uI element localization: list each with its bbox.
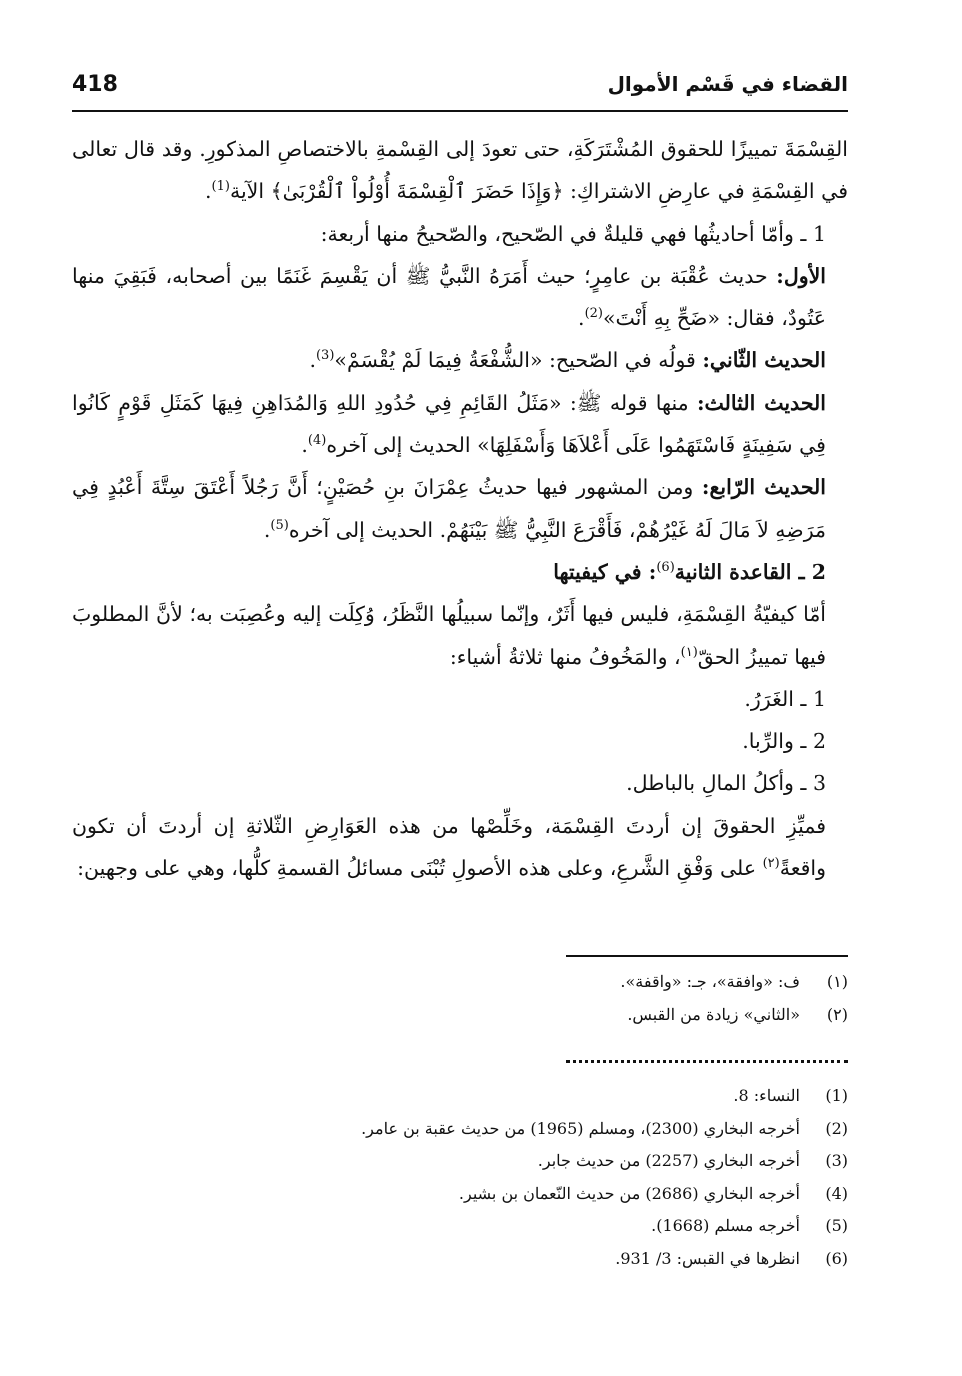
main-text <box>72 128 848 889</box>
footnote-ref: (3) <box>315 348 335 364</box>
list-item: 2 ـ والرِّبا. <box>742 729 826 754</box>
paragraph-conclusion: فميِّزِ الحقوقَ إن أردتَ القِسْمَة، وخَلِّصْها من هذه العَوَارِضِ الثّلاثةِ إن أردتَ أن تكون واقعةً$^{(٢)}$ على وَفْقِ الشَّرعِ، وعلى هذه الأصولِ تُبْنَى مسائلُ القسمةِ كلُّها، وهي على وجهين: <box>72 813 826 881</box>
footnote-ref: (2) <box>584 306 603 322</box>
footnote: (٢)«الثاني» زيادة من القبس. <box>627 1004 848 1024</box>
footnote-dotted-separator <box>566 1060 848 1063</box>
page-header <box>72 70 848 112</box>
hadith-first: الأول: حديث عُقْبَة بن عامِرٍ؛ حيث أَمَرَهُ النَّبيُّ ﷺ أن يَقْسِمَ غَنَمًا بين أصحابه، فَبَقِيَ منها عَتُودٌ، فقال: «ضَحِّ بِهِ أَنْتَ»$^{(2)}$. <box>72 263 826 331</box>
footnote: (5)أخرجه مسلم (1668). <box>651 1216 848 1235</box>
hadith-fourth-label: الحديث الرّابع: <box>701 475 826 500</box>
paragraph-hadith-intro: 1 ـ وأمّا أحاديثُها فهي قليلةٌ في الصّحيح، والصّحيحُ منها أربعة: <box>320 221 826 246</box>
footnote: (4)أخرجه البخاري (2686) من حديث النّعمان بن بشير. <box>458 1183 848 1203</box>
footnotes-references <box>72 1080 848 1275</box>
footnote: (6)انظرها في القبس: 3/ 931. <box>615 1248 848 1268</box>
footnote: (2)أخرجه البخاري (2300)، ومسلم (1965) من حديث عقبة بن عامر. <box>361 1118 848 1138</box>
footnote: (3)أخرجه البخاري (2257) من حديث جابر. <box>537 1151 848 1170</box>
footnote-separator <box>566 955 848 957</box>
footnotes-editor <box>72 966 848 1031</box>
footnote-ref: (5) <box>270 517 289 533</box>
list-item: 1 ـ الغَرَرُ. <box>744 686 826 711</box>
footnote-ref: (6) <box>656 560 675 576</box>
footnote-ref: (4) <box>307 433 327 449</box>
hadith-fourth: الحديث الرّابع: ومن المشهور فيها حديثُ عِمْرَانَ بنِ حُصَيْنٍ؛ أَنَّ رَجُلاً أَعْتَقَ سِتَّةَ أَعْبُدٍ فِي مَرَضِهِ لاَ مَالَ لَهُ غَيْرُهُمْ، فَأَقْرَعَ النَّبِيُّ ﷺ بَيْنَهُمْ. الحديث إلى آخره$^{(5)}$. <box>72 475 826 542</box>
hadith-second-label: الحديث الثّاني: <box>702 348 826 373</box>
hadith-first-label: الأول: <box>776 263 826 288</box>
list-item: 3 ـ وأكلُ المالِ بالباطل. <box>626 771 826 796</box>
section-heading: 2 ـ القاعدة الثانية$^{(6)}$: في كيفيتها <box>553 559 826 584</box>
hadith-third: الحديث الثالث: منها قوله ﷺ: «مَثَلُ القَائِمِ فِي حُدُودِ اللهِ وَالمُدَاهِنِ فِيهَا كَمَثَلِ قَوْمٍ كَانُوا فِي سَفِينَةٍ فَاسْتَهَمُوا عَلَى أَعْلاَهَا وَأَسْفَلِهَا» الحديث إلى آخره$^{(4)}$. <box>72 390 826 458</box>
hadith-third-label: الحديث الثالث: <box>696 390 826 415</box>
footnote-ref: (١) <box>680 644 698 660</box>
footnote-ref: (٢) <box>762 856 780 872</box>
paragraph-method: أمّا كيفيّةُ القِسْمَةِ، فليس فيها أَثَرٌ، وإنّما سبيلُها النَّظَرُ، وُكِلَت إليه وعُصِبَت به؛ لأنَّ المطلوبَ فيها تمييزُ الحقّ$^{(١)}$، والمَخُوفُ منها ثلاثةُ أشياء: <box>72 602 826 669</box>
page-number: 418 <box>72 72 118 97</box>
footnote-ref: (1) <box>211 179 230 195</box>
paragraph-intro: القِسْمَةَ تمييزًا للحقوق المُشْتَرَكَةِ، حتى تعودَ إلى القِسْمةِ بالاختصاصِ المذكورِ. وقد قال تعالى في القِسْمَةِ في عارِضِ الاشتراكِ: ﴿وَإِذَا حَضَرَ ٱلْقِسْمَةَ أُوْلُواْ ٱلْقُرْبَىٰ﴾ الآية$^{(1)}$. <box>72 137 848 204</box>
footnote: (1)النساء: 8. <box>733 1086 848 1105</box>
running-title: القضاء في قَسْم الأموال <box>607 72 848 96</box>
footnote: (١)ف: «وافقة»، جـ: «واقفة». <box>620 972 848 991</box>
hadith-second: الحديث الثّاني: قولُه في الصّحيح: «الشُّفْعَةُ فِيمَا لَمْ يُقْسَمْ»$^{(3)}$. <box>309 348 826 373</box>
